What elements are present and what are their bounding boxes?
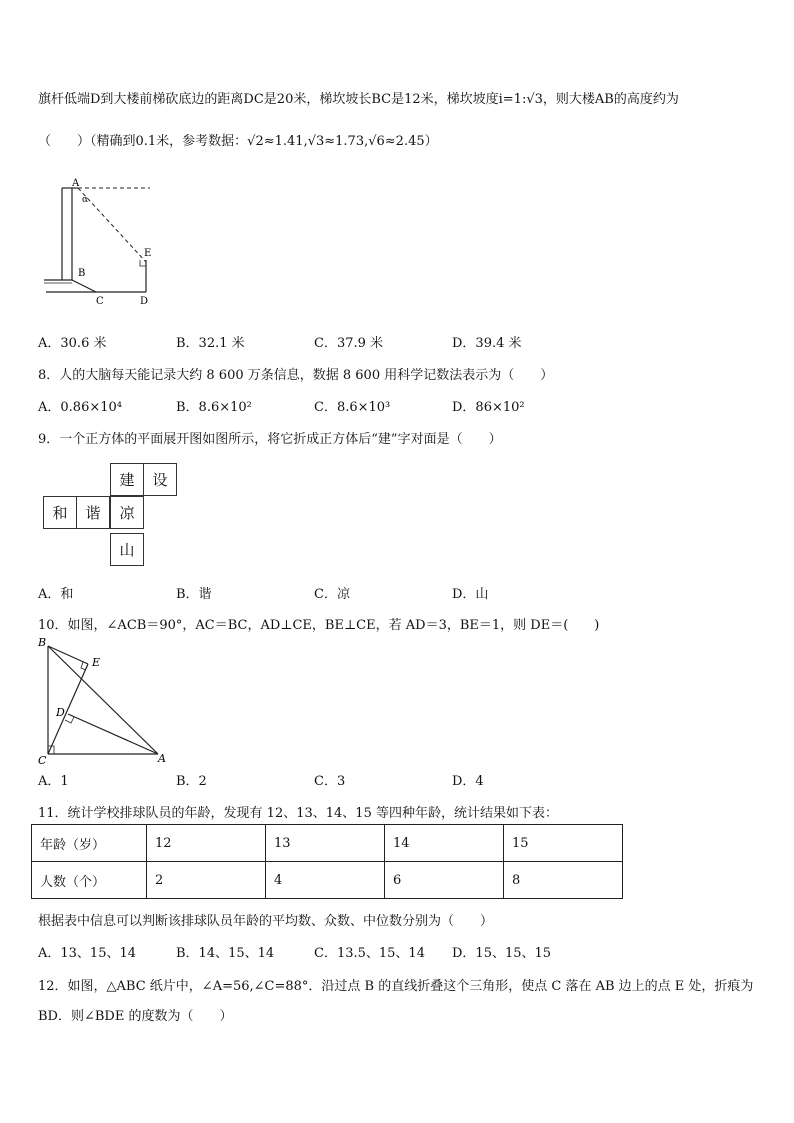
net-cell-xie: 谐: [76, 496, 110, 529]
net-cell-shan: 山: [110, 533, 144, 566]
q11-table: [31, 824, 623, 899]
label-C: C: [96, 296, 104, 307]
label-C: C: [38, 754, 47, 766]
label-A: A: [72, 178, 80, 189]
table-cell: 4: [266, 862, 385, 899]
q10-option-a[interactable]: A．1: [38, 774, 69, 789]
table-cell: 2: [147, 862, 266, 899]
q8-option-c[interactable]: C．8.6×10³: [314, 400, 391, 415]
table-row: [32, 862, 623, 899]
q11-followup: 根据表中信息可以判断该排球队员年龄的平均数、众数、中位数分别为（ ）: [38, 914, 494, 929]
q8-option-b[interactable]: B．8.6×10²: [176, 400, 252, 415]
label-E: E: [144, 248, 152, 259]
q11-stem: 11．统计学校排球队员的年龄，发现有 12、13、14、15 等四种年龄，统计结果如下表：: [38, 806, 558, 821]
net-cell-liang: 凉: [110, 496, 144, 529]
table-cell: 14: [385, 825, 504, 862]
label-D: D: [140, 296, 149, 307]
q7-stem-line2: （ ）（精确到0.1米，参考数据：√2≈1.41,√3≈1.73,√6≈2.45）: [38, 134, 438, 149]
q9-option-d[interactable]: D．山: [452, 587, 489, 602]
table-cell: 8: [504, 862, 623, 899]
table-row: [32, 825, 623, 862]
net-cell-jian: 建: [110, 463, 144, 496]
q10-options: [38, 770, 758, 790]
q7-option-d[interactable]: D．39.4 米: [452, 336, 522, 351]
q7-option-b[interactable]: B．32.1 米: [176, 336, 245, 351]
q10-option-b[interactable]: B．2: [176, 774, 207, 789]
q10-option-d[interactable]: D．4: [452, 774, 484, 789]
q12-stem: 12．如图，△ABC 纸片中，∠A=56,∠C=88°．沿过点 B 的直线折叠这个三角形，使点 C 落在 AB 边上的点 E 处，折痕为BD．则∠BDE 的度数为（ ）: [38, 979, 754, 1024]
q11-option-b[interactable]: B．14、15、14: [176, 946, 275, 961]
q10-option-c[interactable]: C．3: [314, 774, 346, 789]
q8-options: [38, 396, 758, 416]
label-alpha: α: [82, 195, 89, 205]
table-cell: 12: [147, 825, 266, 862]
net-cell-he: 和: [43, 496, 77, 529]
label-A: A: [158, 752, 166, 765]
label-B: B: [78, 268, 86, 279]
label-E: E: [92, 656, 101, 669]
net-cell-she: 设: [143, 463, 177, 496]
label-D: D: [56, 706, 65, 719]
q7-figure: [38, 172, 168, 312]
table-cell: 年龄（岁）: [32, 825, 147, 862]
table-cell: 人数（个）: [32, 862, 147, 899]
q11-option-d[interactable]: D．15、15、15: [452, 946, 552, 961]
q10-figure: [34, 634, 174, 766]
q9-options: [38, 583, 758, 603]
q11-option-c[interactable]: C．13.5、15、14: [314, 946, 425, 961]
q9-option-a[interactable]: A．和: [38, 587, 74, 602]
q7-options: [38, 332, 758, 352]
q10-stem: 10．如图，∠ACB＝90°，AC＝BC，AD⊥CE，BE⊥CE，若 AD＝3，BE＝1，则 DE＝( ): [38, 618, 600, 633]
q9-option-b[interactable]: B．谐: [176, 587, 212, 602]
q11-option-a[interactable]: A．13、15、14: [38, 946, 137, 961]
q8-option-d[interactable]: D．86×10²: [452, 400, 525, 415]
q9-option-c[interactable]: C．凉: [314, 587, 350, 602]
table-cell: 6: [385, 862, 504, 899]
table-cell: 15: [504, 825, 623, 862]
q11-options: [38, 942, 758, 962]
q8-option-a[interactable]: A．0.86×10⁴: [38, 400, 122, 415]
q7-option-a[interactable]: A．30.6 米: [38, 336, 107, 351]
label-B: B: [38, 636, 47, 649]
q7-option-c[interactable]: C．37.9 米: [314, 336, 384, 351]
table-cell: 13: [266, 825, 385, 862]
q9-stem: 9．一个正方体的平面展开图如图所示，将它折成正方体后“建”字对面是（ ）: [38, 432, 502, 447]
q8-stem: 8．人的大脑每天能记录大约 8 600 万条信息，数据 8 600 用科学记数法表示为（ ）: [38, 368, 554, 383]
q7-stem-line1: 旗杆低端D到大楼前梯砍底边的距离DC是20米，梯坎坡长BC是12米，梯坎坡度i=1:√3，则大楼AB的高度约为: [38, 92, 679, 107]
